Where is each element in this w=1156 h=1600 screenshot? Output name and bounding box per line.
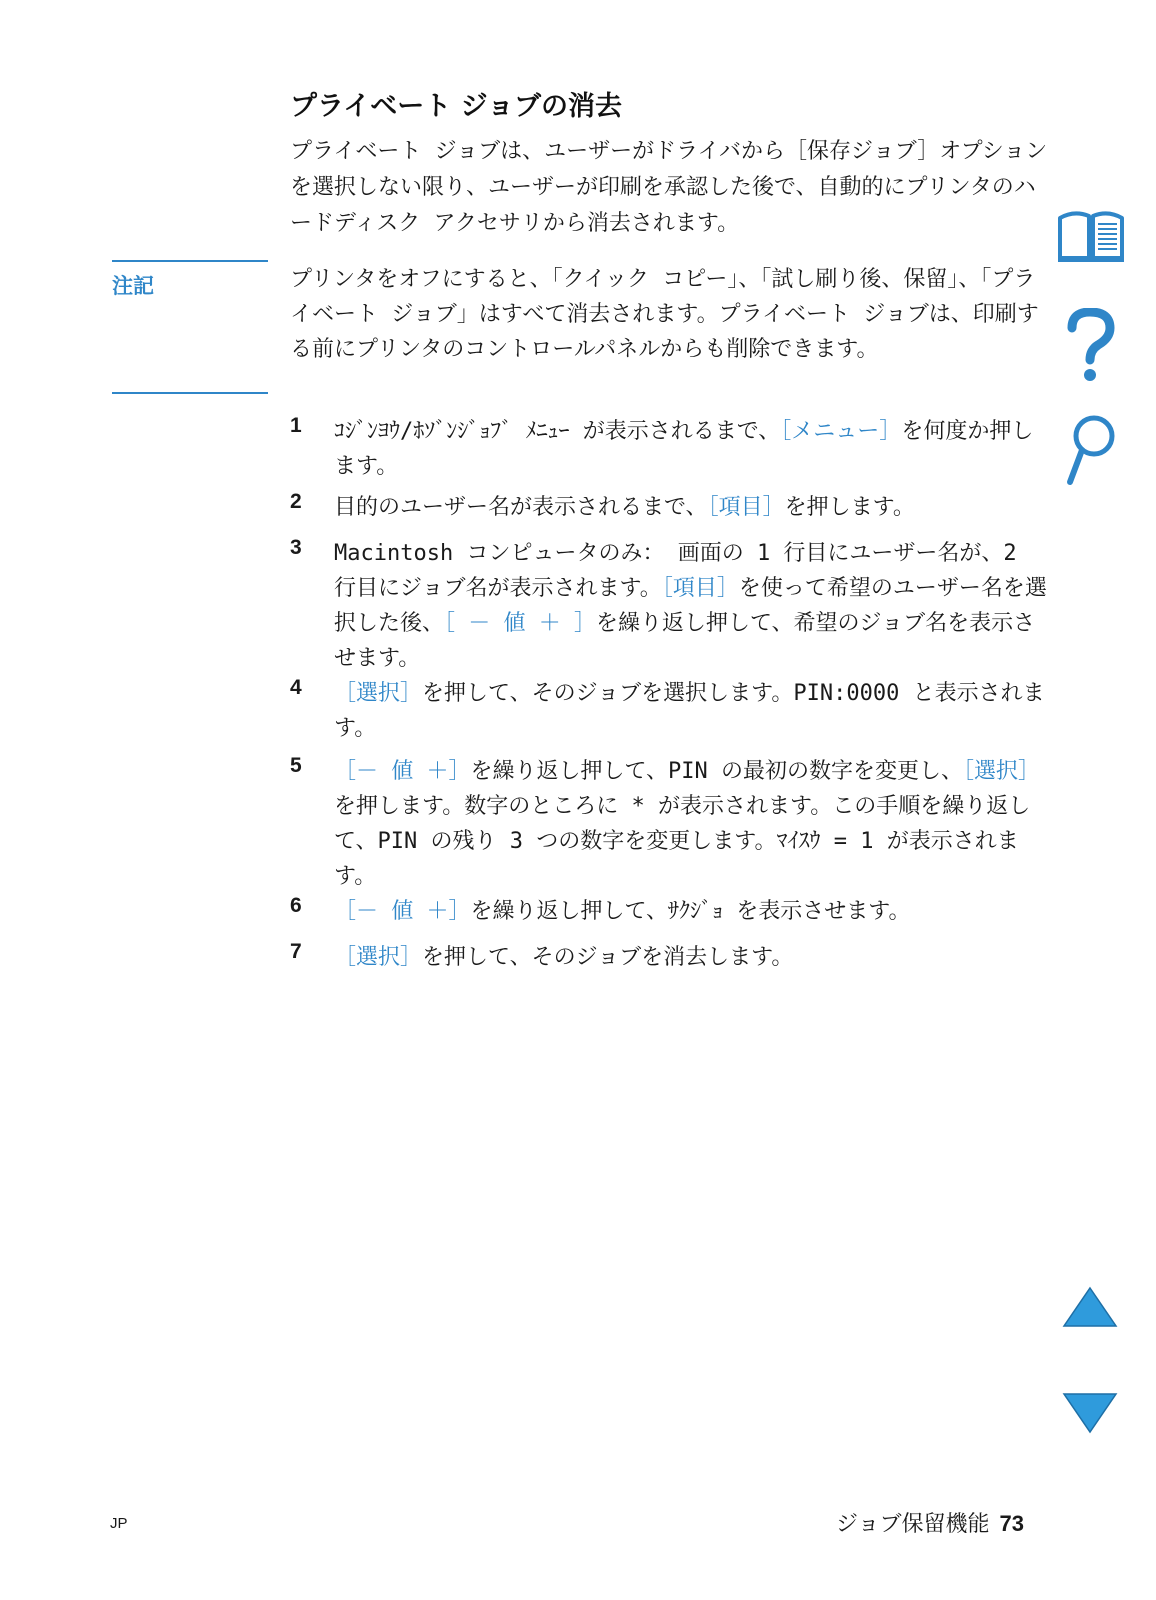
step-text: [290, 894, 1050, 929]
item-key-label: ［項目］: [661, 576, 739, 601]
step-text-part: を押します。数字のところに * が表示されます。この手順を繰り返して、PIN の残り 3 つの数字を変更します。ﾏｲｽｳ = 1 が表示されます。: [334, 794, 1031, 889]
select-key-label: ［選択］: [334, 945, 423, 970]
value-key-label: ［－ 値 ＋］: [334, 759, 471, 784]
step-number: 5: [290, 754, 302, 777]
step-number: 4: [290, 676, 302, 699]
step-number: 2: [290, 490, 302, 513]
value-key-label: ［ － 値 ＋ ］: [444, 611, 596, 636]
step-text-part: Macintosh コンピュータのみ： 画面の 1 行目にユーザー名が、2 行目にジョブ名が表示されます。: [334, 541, 1017, 601]
intro-paragraph: プライベート ジョブは、ユーザーがドライバから［保存ジョブ］オプションを選択しない限り、ユーザーが印刷を承認した後で、自動的にプリンタのハードディスク アクセサリから消去されます。: [290, 139, 1048, 236]
help-icon[interactable]: [1064, 308, 1116, 384]
step-text: [290, 754, 1050, 894]
note-bottom-rule: [112, 392, 268, 394]
book-icon[interactable]: [1056, 208, 1126, 264]
step-text-part: を繰り返し押して、ｻｸｼﾞｮ を表示させます。: [470, 899, 911, 924]
page-number: 73: [999, 1511, 1024, 1536]
page-up-icon[interactable]: [1062, 1286, 1118, 1328]
step-text: [290, 676, 1050, 746]
page-heading: プライベート ジョブの消去: [290, 91, 623, 122]
footer-language: JP: [110, 1515, 128, 1532]
step-text: [290, 490, 1050, 525]
select-key-label: ［選択］: [334, 681, 423, 706]
note-label: 注記: [112, 274, 154, 298]
step-text: [290, 414, 1050, 484]
step-4: [290, 676, 1050, 746]
value-key-label: ［－ 値 ＋］: [334, 899, 471, 924]
page-down-icon[interactable]: [1062, 1392, 1118, 1434]
step-7: [290, 940, 1050, 975]
step-text-part: を何度か押します。: [334, 419, 1034, 479]
step-5: [290, 754, 1050, 894]
note-text: プリンタをオフにすると、「クイック コピー」、「試し刷り後、保留」、「プライベート ジョブ」はすべて消去されます。プライベート ジョブは、印刷する前にプリンタのコントロールパネルからも削除できます。: [290, 267, 1039, 362]
select-key-label: ［選択］: [963, 759, 1041, 784]
step-1: [290, 414, 1050, 484]
step-text-part: を繰り返し押して、希望のジョブ名を表示させます。: [334, 611, 1036, 671]
footer-section-title: ジョブ保留機能: [835, 1512, 990, 1537]
search-icon[interactable]: [1064, 412, 1116, 488]
step-2: [290, 490, 1050, 525]
footer-section: [836, 1507, 1024, 1538]
step-text-part: を押します。: [784, 495, 915, 520]
step-text: [290, 536, 1050, 676]
step-text-part: ｺｼﾞﾝﾖｳ/ﾎｿﾞﾝｼﾞｮﾌﾞ ﾒﾆｭｰ が表示されるまで、: [334, 419, 781, 444]
note-top-rule: [112, 260, 268, 262]
step-text-part: を使って希望のユーザー名を選択した後、: [334, 576, 1047, 636]
item-key-label: ［項目］: [707, 495, 785, 520]
menu-key-label: ［メニュー］: [780, 419, 902, 444]
step-3: [290, 536, 1050, 676]
step-text-part: を押して、そのジョブを選択します。PIN:0000 と表示されます。: [334, 681, 1045, 741]
step-number: 1: [290, 414, 302, 437]
step-number: 3: [290, 536, 302, 559]
step-6: [290, 894, 1050, 929]
step-number: 6: [290, 894, 302, 917]
step-number: 7: [290, 940, 302, 963]
step-text: [290, 940, 1050, 975]
step-text-part: を押して、そのジョブを消去します。: [422, 945, 794, 970]
step-text-part: を繰り返し押して、PIN の最初の数字を変更し、: [470, 759, 964, 784]
step-text-part: 目的のユーザー名が表示されるまで、: [334, 495, 708, 520]
